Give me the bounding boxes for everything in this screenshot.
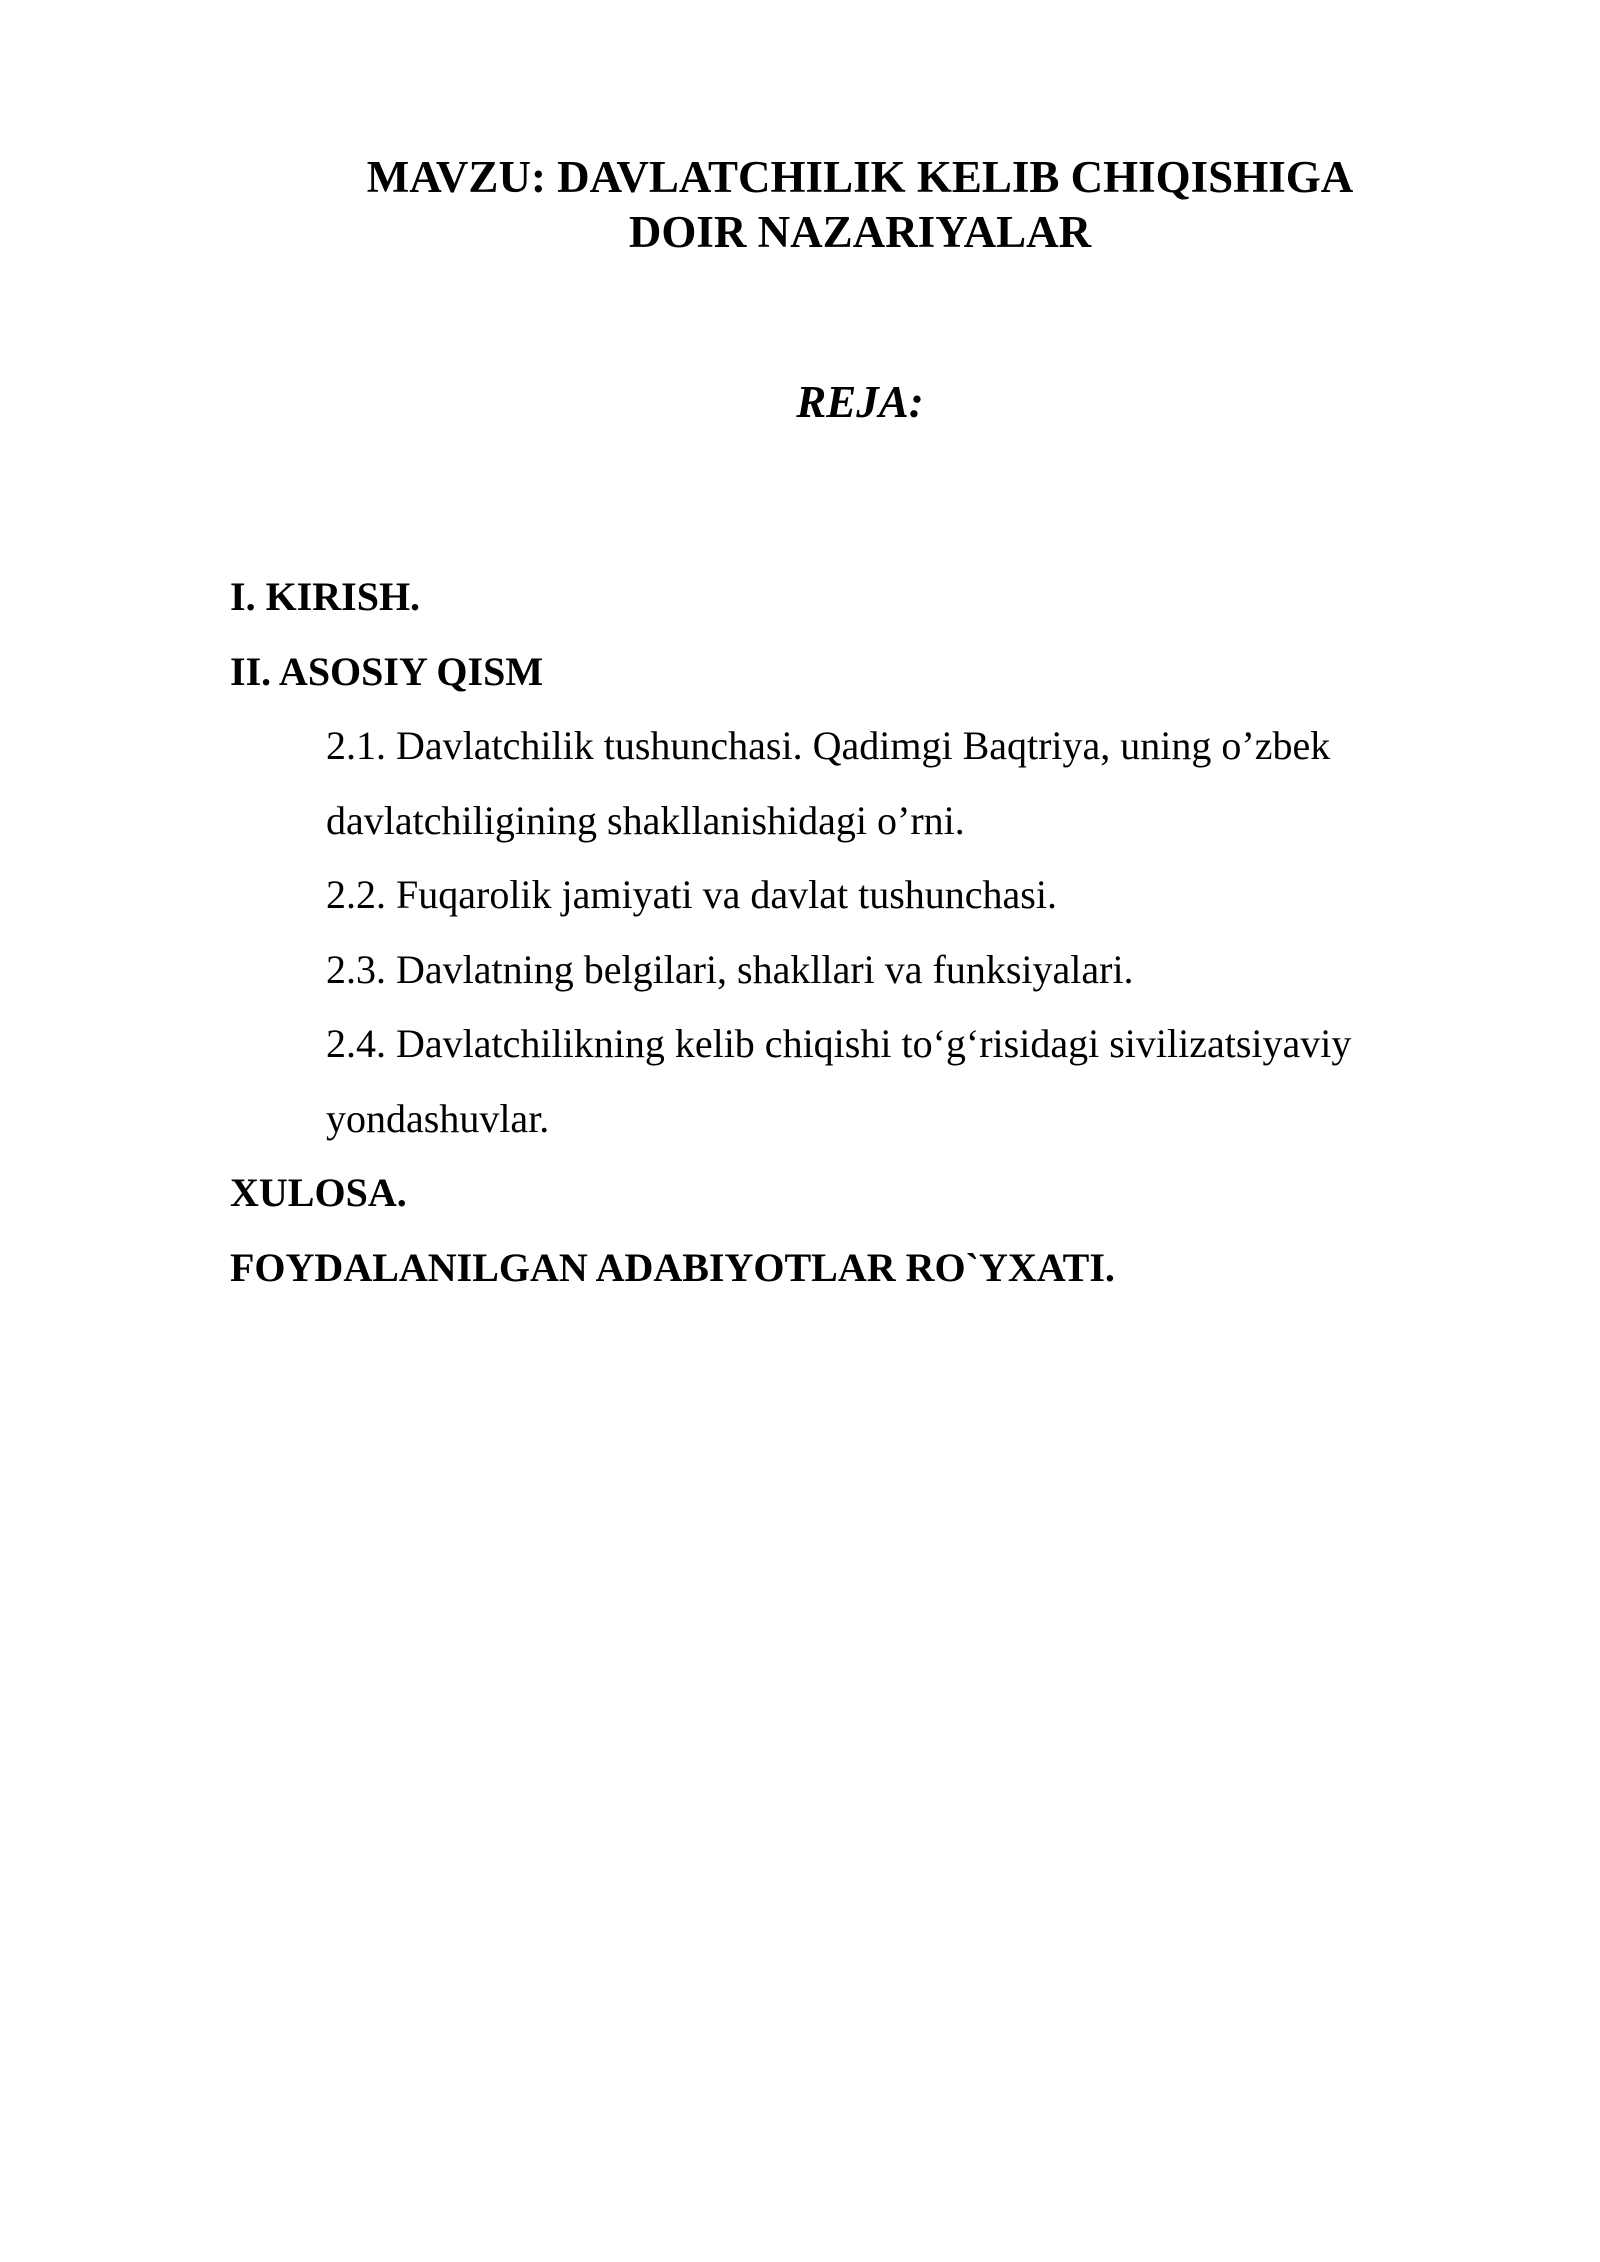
outline-main-section: II. ASOSIY QISM <box>230 648 544 694</box>
plan-heading: REJA: <box>796 377 924 427</box>
outline-subitem: 2.4. Davlatchilikning kelib chiqishi to‘g‘risidagi sivilizatsiyaviy <box>326 1021 1352 1066</box>
outline-subitem: 2.3. Davlatning belgilari, shakllari va funksiyalari. <box>326 946 1134 992</box>
document-title-line: DOIR NAZARIYALAR <box>628 207 1092 257</box>
document-title <box>230 150 1490 260</box>
plan-outline <box>230 560 1500 1305</box>
outline-subitem: davlatchiligining shakllanishidagi o’rni. <box>326 797 965 843</box>
outline-subitem: 2.2. Fuqarolik jamiyati va davlat tushunchasi. <box>326 872 1057 917</box>
outline-conclusion: XULOSA. <box>230 1170 407 1215</box>
outline-subitem: yondashuvlar. <box>326 1095 550 1141</box>
document-title-line: MAVZU: DAVLATCHILIK KELIB CHIQISHIGA <box>366 152 1354 202</box>
outline-subitem: 2.1. Davlatchilik tushunchasi. Qadimgi Baqtriya, uning o’zbek <box>326 723 1331 768</box>
outline-references: FOYDALANILGAN ADABIYOTLAR RO`YXATI. <box>230 1244 1115 1290</box>
outline-intro: I. KIRISH. <box>230 574 421 619</box>
